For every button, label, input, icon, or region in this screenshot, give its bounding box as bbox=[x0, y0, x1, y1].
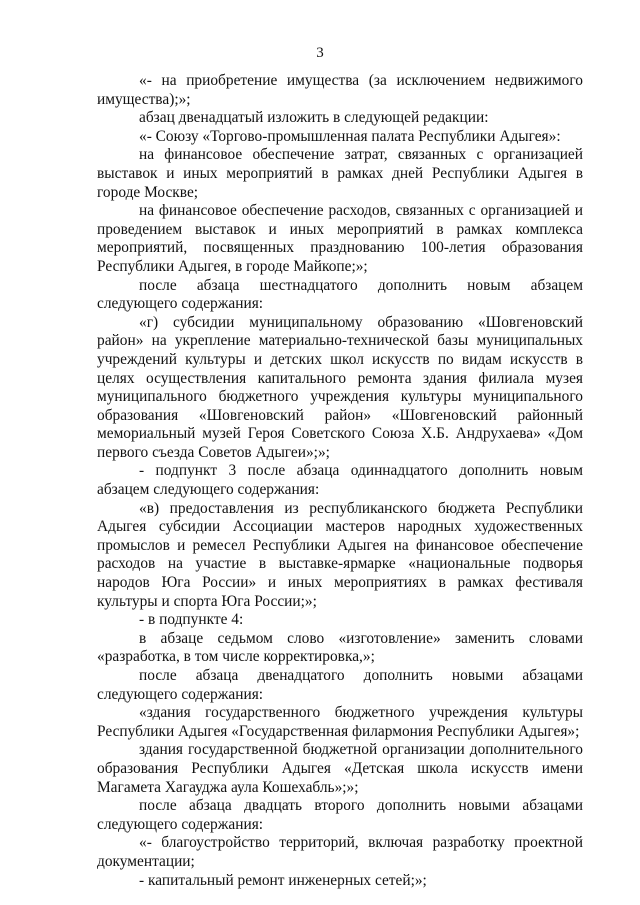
paragraph: после абзаца двадцать второго дополнить новыми абзацами следующего содержания: bbox=[97, 797, 583, 833]
paragraph: на финансовое обеспечение расходов, связанных с организацией и проведением выставок и иных мероприятий в рамках комплекса мероприятий, посвященных празднованию 100-летия образования Республики Адыгея, в городе Майкопе;»; bbox=[97, 202, 583, 275]
paragraph: «в) предоставления из республиканского бюджета Республики Адыгея субсидии Ассоциации мастеров народных художественных промыслов и ремесел Республики Адыгея на финансовое обеспечение расходов на участие в выставке-ярмарке «национальные подворья народов Юга России» и иных мероприятиях в рамках фестиваля культуры и спорта Юга России;»; bbox=[97, 499, 583, 610]
paragraph: «- на приобретение имущества (за исключением недвижимого имущества);»; bbox=[97, 72, 583, 108]
paragraph: - в подпункте 4: bbox=[139, 611, 244, 629]
paragraph: абзац двенадцатый изложить в следующей редакции: bbox=[139, 109, 489, 127]
paragraph: после абзаца шестнадцатого дополнить новым абзацем следующего содержания: bbox=[97, 276, 583, 313]
paragraph: - подпункт 3 после абзаца одиннадцатого дополнить новым абзацем следующего содержания: bbox=[97, 462, 583, 499]
paragraph: «- Союзу «Торгово-промышленная палата Республики Адыгея»: bbox=[139, 127, 561, 145]
paragraph: «г) субсидии муниципальному образованию «Шовгеновский район» на укрепление материально-технической базы муниципальных учреждений культуры и детских школ искусств по видам искусств в целях осуществления капитального ремонта здания филиала музея муниципального бюджетного учреждения культуры муниципального образования «Шовгеновский район» «Шовгеновский районный мемориальный музей Героя Советского Союза Х.Б. Андрухаева» «Дом первого съезда Советов Адыгеи»;»; bbox=[97, 313, 583, 461]
paragraph: «- благоустройство территорий, включая разработку проектной документации; bbox=[97, 834, 583, 870]
paragraph: после абзаца двенадцатого дополнить новыми абзацами следующего содержания: bbox=[97, 667, 583, 703]
paragraph: в абзаце седьмом слово «изготовление» заменить словами «разработка, в том числе корректировка,»; bbox=[97, 629, 583, 666]
paragraph: - капитальный ремонт инженерных сетей;»; bbox=[139, 871, 427, 889]
paragraph: на финансовое обеспечение затрат, связанных с организацией выставок и иных мероприятий в рамках дней Республики Адыгея в городе Москве; bbox=[97, 146, 583, 201]
page-number: 3 bbox=[316, 45, 324, 61]
paragraph: здания государственной бюджетной организации дополнительного образования Республики Адыгея «Детская школа искусств имени Магамета Хагауджа аула Кошехабль»;»; bbox=[97, 741, 583, 796]
paragraph: «здания государственного бюджетного учреждения культуры Республики Адыгея «Государственная филармония Республики Адыгея»; bbox=[97, 704, 583, 740]
document-body bbox=[97, 72, 583, 890]
